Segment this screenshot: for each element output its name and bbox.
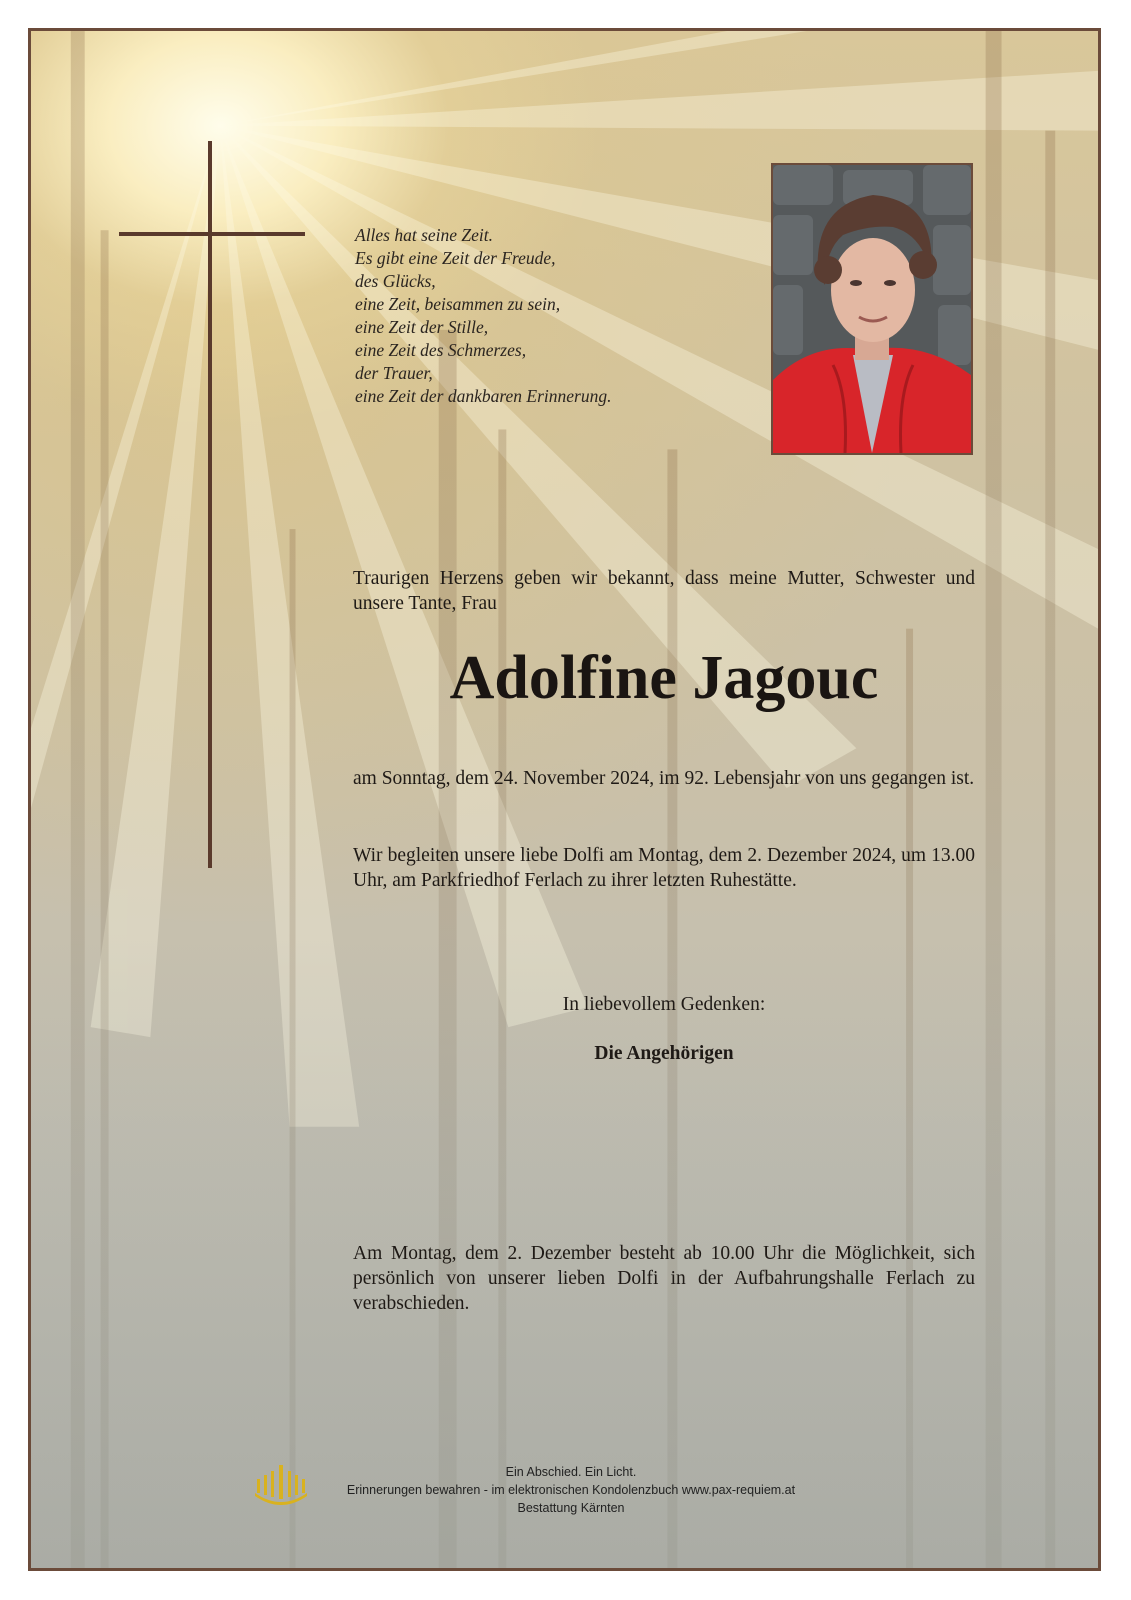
announcement-intro: Traurigen Herzens geben wir bekannt, dass meine Mutter, Schwester und unsere Tante, Frau bbox=[353, 568, 975, 614]
portrait-photo bbox=[771, 163, 973, 455]
poem-line: eine Zeit der dankbaren Erinnerung. bbox=[355, 386, 612, 406]
footer-condolence-link: Erinnerungen bewahren - im elektronischen Kondolenzbuch www.pax-requiem.at bbox=[346, 1483, 796, 1497]
poem-line: eine Zeit des Schmerzes, bbox=[355, 340, 527, 360]
poem-line: des Glücks, bbox=[355, 271, 436, 291]
poem-line: der Trauer, bbox=[355, 363, 433, 383]
mourners-signature: Die Angehörigen bbox=[594, 1043, 734, 1064]
funeral-text: Wir begleiten unsere liebe Dolfi am Montag, dem 2. Dezember 2024, um 13.00 Uhr, am Parkfriedhof Ferlach zu ihrer letzten Ruhestätte. bbox=[353, 845, 975, 891]
poem bbox=[355, 224, 695, 408]
deceased-name: Adolfine Jagouc bbox=[449, 644, 879, 712]
cross-vertical-bar bbox=[208, 141, 212, 868]
cross-horizontal-bar bbox=[119, 232, 305, 236]
obituary-card bbox=[28, 28, 1101, 1571]
poem-line: eine Zeit der Stille, bbox=[355, 317, 489, 337]
viewing-text: Am Montag, dem 2. Dezember besteht ab 10.00 Uhr die Möglichkeit, sich persönlich von unserer lieben Dolfi in der Aufbahrungshalle Ferlach zu verabschieden. bbox=[353, 1243, 975, 1314]
poem-line: Es gibt eine Zeit der Freude, bbox=[355, 248, 556, 268]
memory-line: In liebevollem Gedenken: bbox=[562, 994, 766, 1015]
poem-line: eine Zeit, beisammen zu sein, bbox=[355, 294, 561, 314]
poem-line: Alles hat seine Zeit. bbox=[355, 225, 494, 245]
footer bbox=[261, 1463, 881, 1517]
footer-company: Bestattung Kärnten bbox=[517, 1501, 625, 1515]
portrait-illustration bbox=[773, 165, 971, 453]
death-date-text: am Sonntag, dem 24. November 2024, im 92. Lebensjahr von uns gegangen ist. bbox=[353, 768, 975, 789]
footer-slogan: Ein Abschied. Ein Licht. bbox=[505, 1465, 637, 1479]
